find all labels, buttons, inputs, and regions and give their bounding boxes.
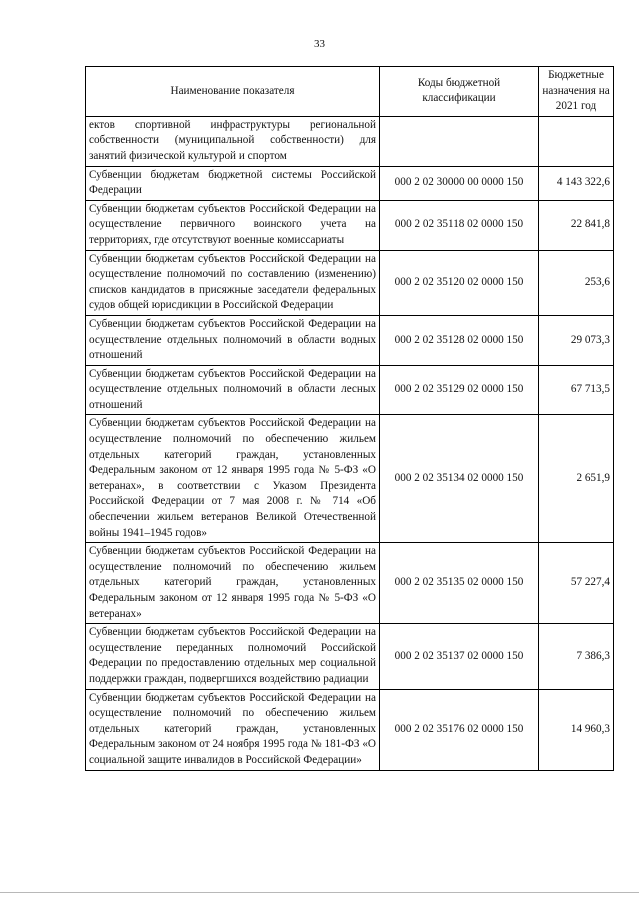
table-row	[86, 116, 614, 166]
header-code: Коды бюджетной классификации	[380, 67, 539, 117]
table-header-row	[86, 67, 614, 117]
row-code-cell	[380, 116, 539, 166]
table-row	[86, 689, 614, 770]
row-name-cell: Субвенции бюджетам субъектов Российской Федерации на осуществление переданных полномочий Российской Федерации по предоставлению отдельных мер социальной поддержки граждан, подвергшихся воздействию радиации	[86, 624, 380, 689]
row-name-cell: Субвенции бюджетам субъектов Российской Федерации на осуществление отдельных полномочий в области лесных отношений	[86, 365, 380, 415]
row-amount-cell: 253,6	[539, 250, 614, 315]
row-amount-cell: 67 713,5	[539, 365, 614, 415]
budget-table	[85, 66, 614, 771]
row-code-cell: 000 2 02 35137 02 0000 150	[380, 624, 539, 689]
row-name-cell: Субвенции бюджетам субъектов Российской Федерации на осуществление полномочий по обеспечению жильем отдельных категорий граждан, установленных Федеральным законом от 12 января 1995 года № 5-ФЗ «О ветеранах»	[86, 543, 380, 624]
row-code-cell: 000 2 02 35129 02 0000 150	[380, 365, 539, 415]
row-amount-cell: 7 386,3	[539, 624, 614, 689]
row-amount-cell	[539, 116, 614, 166]
row-code-cell: 000 2 02 35135 02 0000 150	[380, 543, 539, 624]
table-row	[86, 365, 614, 415]
table-row	[86, 624, 614, 689]
row-code-cell: 000 2 02 35176 02 0000 150	[380, 689, 539, 770]
row-code-cell: 000 2 02 35134 02 0000 150	[380, 415, 539, 543]
table-row	[86, 200, 614, 250]
page-bottom-line	[0, 892, 639, 893]
row-amount-cell: 4 143 322,6	[539, 166, 614, 200]
row-amount-cell: 14 960,3	[539, 689, 614, 770]
row-amount-cell: 29 073,3	[539, 315, 614, 365]
header-amount: Бюджетные назначения на 2021 год	[539, 67, 614, 117]
row-name-cell: Субвенции бюджетам бюджетной системы Российской Федерации	[86, 166, 380, 200]
row-name-cell: Субвенции бюджетам субъектов Российской Федерации на осуществление полномочий по составлению (изменению) списков кандидатов в присяжные заседатели федеральных судов общей юрисдикции в Российской Федерации	[86, 250, 380, 315]
row-code-cell: 000 2 02 35128 02 0000 150	[380, 315, 539, 365]
header-name: Наименование показателя	[86, 67, 380, 117]
row-name-cell: Субвенции бюджетам субъектов Российской Федерации на осуществление отдельных полномочий в области водных отношений	[86, 315, 380, 365]
row-amount-cell: 2 651,9	[539, 415, 614, 543]
table-row	[86, 543, 614, 624]
page-number: 33	[314, 38, 325, 50]
table-row	[86, 315, 614, 365]
row-name-cell: Субвенции бюджетам субъектов Российской Федерации на осуществление первичного воинского учета на территориях, где отсутствуют военные комиссариаты	[86, 200, 380, 250]
row-amount-cell: 22 841,8	[539, 200, 614, 250]
row-name-cell: Субвенции бюджетам субъектов Российской Федерации на осуществление полномочий по обеспечению жильем отдельных категорий граждан, установленных Федеральным законом от 12 января 1995 года № 5-ФЗ «О ветеранах», в соответствии с Указом Президента Российской Федерации от 7 мая 2008 г. № 714 «Об обеспечении жильем ветеранов Великой Отечественной войны 1941–1945 годов»	[86, 415, 380, 543]
table-row	[86, 415, 614, 543]
row-name-cell: Субвенции бюджетам субъектов Российской Федерации на осуществление полномочий по обеспечению жильем отдельных категорий граждан, установленных Федеральным законом от 24 ноября 1995 года № 181-ФЗ «О социальной защите инвалидов в Российской Федерации»	[86, 689, 380, 770]
row-name-cell: ектов спортивной инфраструктуры региональной собственности (муниципальной собственности) для занятий физической культурой и спортом	[86, 116, 380, 166]
table-row	[86, 250, 614, 315]
table-row	[86, 166, 614, 200]
row-code-cell: 000 2 02 35118 02 0000 150	[380, 200, 539, 250]
row-code-cell: 000 2 02 30000 00 0000 150	[380, 166, 539, 200]
row-code-cell: 000 2 02 35120 02 0000 150	[380, 250, 539, 315]
row-amount-cell: 57 227,4	[539, 543, 614, 624]
